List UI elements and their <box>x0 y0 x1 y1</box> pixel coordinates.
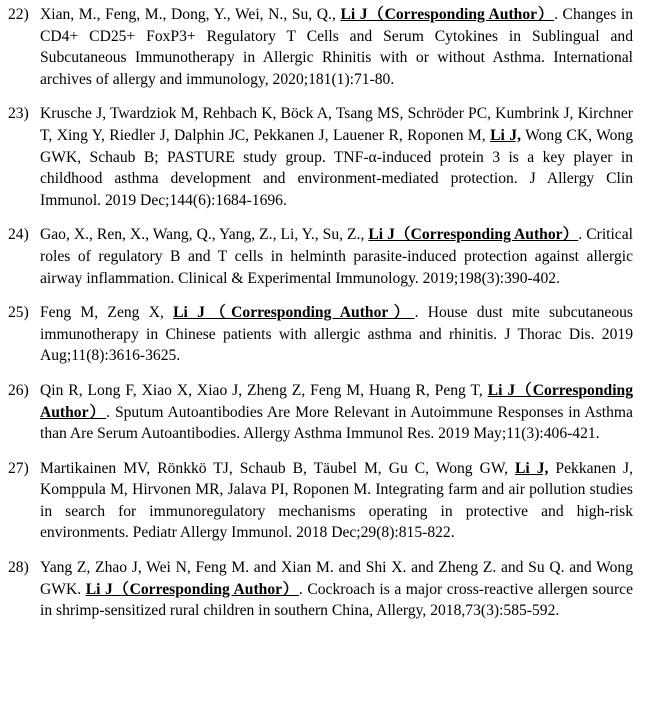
reference-number: 23) <box>8 105 29 123</box>
reference-authors: Feng M, Zeng X, <box>40 304 174 322</box>
highlighted-author: Li J, <box>490 126 521 144</box>
reference-number: 27) <box>8 459 29 477</box>
reference-number: 26) <box>8 381 29 399</box>
reference-number: 22) <box>8 6 29 23</box>
highlighted-author: Li J（Corresponding Author） <box>173 304 415 322</box>
reference-item-27 <box>0 458 655 544</box>
highlighted-author: Li J（Corresponding Author） <box>340 6 555 23</box>
highlighted-author: Li J（Corresponding Author） <box>368 226 579 244</box>
reference-citation: . Critical roles of regulatory B and T cells in helminth parasite-induced protection against allergic airway inflammation. Clinical & Experimental Immunology. 2019;198(3):390-402. <box>40 226 633 287</box>
reference-item-28 <box>0 557 655 622</box>
reference-authors: Krusche J, Twardziok M, Rehbach K, Böck A, Tsang MS, Schröder PC, Kumbrink J, Kirchner T, Xing Y, Riedler J, Dalphin JC, Pekkanen J, Lauener R, Roponen M, <box>40 105 633 144</box>
reference-citation: . Changes in CD4+ CD25+ FoxP3+ Regulatory T Cells and Serum Cytokines in Sublingual and Subcutaneous Immunotherapy in Allergic Rhinitis with or without Asthma. International archives of allergy and immunology, 2020;181(1):71-80. <box>40 6 633 88</box>
highlighted-author: Li J（Corresponding Author） <box>40 381 634 421</box>
reference-authors: Martikainen MV, Rönkkö TJ, Schaub B, Täubel M, Gu C, Wong GW, <box>40 459 516 477</box>
highlighted-author: Li J, <box>515 459 549 477</box>
reference-authors: Gao, X., Ren, X., Wang, Q., Yang, Z., Li, Y., Su, Z., <box>40 226 369 244</box>
reference-number: 24) <box>8 226 29 244</box>
reference-number: 28) <box>8 559 29 577</box>
reference-item-25 <box>0 302 655 367</box>
reference-citation: . Sputum Autoantibodies Are More Relevant in Autoimmune Responses in Asthma than Are Serum Autoantibodies. Allergy Asthma Immunol Res. 2019 May;11(3):406-421. <box>40 403 633 443</box>
reference-item-22 <box>0 4 655 90</box>
reference-list <box>0 4 655 635</box>
reference-authors: Xian, M., Feng, M., Dong, Y., Wei, N., Su, Q., <box>40 6 341 23</box>
reference-authors: Qin R, Long F, Xiao X, Xiao J, Zheng Z, Feng M, Huang R, Peng T, <box>40 381 488 399</box>
reference-citation: . Cockroach is a major cross-reactive allergen source in shrimp-sensitized rural children in southern China, Allergy, 2018,73(3):585-592. <box>40 580 633 620</box>
reference-citation: . House dust mite subcutaneous immunotherapy in Chinese patients with allergic asthma and rhinitis. J Thorac Dis. 2019 Aug;11(8):3616-3625. <box>40 304 634 365</box>
highlighted-author: Li J（Corresponding Author） <box>85 580 299 598</box>
reference-item-23 <box>0 103 655 211</box>
reference-citation: Wong CK, Wong GWK, Schaub B; PASTURE study group. TNF-α-induced protein 3 is a key player in childhood asthma development and environment-mediated protection. J Allergy Clin Immunol. 2019 Dec;144(6):1684-1696. <box>40 126 633 209</box>
reference-item-26 <box>0 380 655 445</box>
reference-citation: Pekkanen J, Komppula M, Hirvonen MR, Jalava PI, Roponen M. Integrating farm and air pollution studies in search for immunoregulatory mechanisms operating in protective and high-risk environments. Pediatr Allergy Immunol. 2018 Dec;29(8):815-822. <box>40 459 634 542</box>
reference-authors: Yang Z, Zhao J, Wei N, Feng M. and Xian M. and Shi X. and Zheng Z. and Su Q. and Wong GWK. <box>40 559 633 598</box>
reference-item-24 <box>0 224 655 289</box>
reference-number: 25) <box>8 304 29 322</box>
